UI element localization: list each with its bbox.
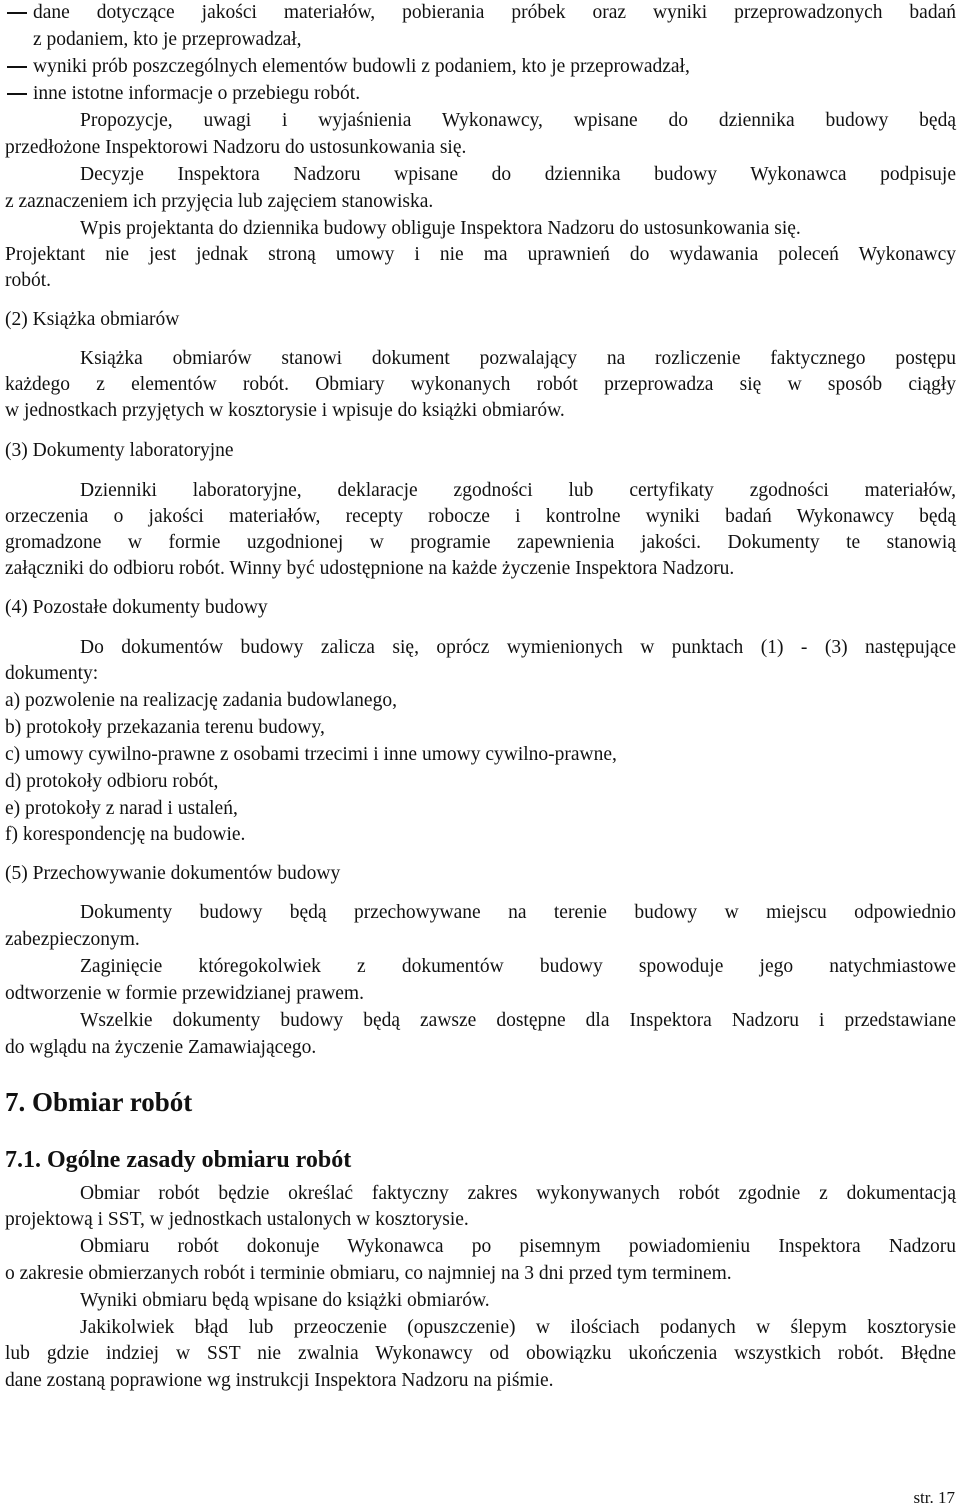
paragraph-line: Wyniki obmiaru będą wpisane do książki obmiarów. — [80, 1290, 490, 1311]
paragraph-line: o zakresie obmierzanych robót i terminie obmiaru, co najmniej na 3 dni przed tym terminem. — [5, 1263, 732, 1284]
paragraph-line: Wszelkie dokumenty budowy będą zawsze dostępne dla Inspektora Nadzoru i przedstawiane — [80, 1010, 956, 1031]
section-heading: (5) Przechowywanie dokumentów budowy — [5, 863, 341, 884]
section-heading: (2) Książka obmiarów — [5, 309, 180, 330]
bullet-line: dane dotyczące jakości materiałów, pobierania próbek oraz wyniki przeprowadzonych badań — [33, 2, 956, 23]
bullet-line: wyniki prób poszczególnych elementów budowli z podaniem, kto je przeprowadzał, — [33, 56, 690, 77]
list-item: c) umowy cywilno-prawne z osobami trzecimi i inne umowy cywilno-prawne, — [5, 744, 617, 765]
dash-icon — [7, 66, 27, 68]
paragraph-line: projektową i SST, w jednostkach ustalonych w kosztorysie. — [5, 1209, 469, 1230]
paragraph-line: Jakikolwiek błąd lub przeoczenie (opuszczenie) w ilościach podanych w ślepym kosztorysie — [80, 1317, 956, 1338]
paragraph-line: Książka obmiarów stanowi dokument pozwalający na rozliczenie faktycznego postępu — [80, 348, 956, 369]
paragraph-line: w jednostkach przyjętych w kosztorysie i wpisuje do książki obmiarów. — [5, 400, 565, 421]
paragraph-line: Do dokumentów budowy zalicza się, oprócz wymienionych w punktach (1) - (3) następujące — [80, 637, 956, 658]
dash-icon — [7, 12, 27, 14]
paragraph-line: każdego z elementów robót. Obmiary wykonanych robót przeprowadza się w sposób ciągły — [5, 374, 956, 395]
dash-icon — [7, 93, 27, 95]
paragraph-line: Obmiaru robót dokonuje Wykonawca po pisemnym powiadomieniu Inspektora Nadzoru — [80, 1236, 956, 1257]
paragraph-line: Propozycje, uwagi i wyjaśnienia Wykonawcy, wpisane do dziennika budowy będą — [80, 110, 956, 131]
paragraph-line: dokumenty: — [5, 663, 99, 684]
paragraph-line: Dzienniki laboratoryjne, deklaracje zgodności lub certyfikaty zgodności materiałów, — [80, 480, 956, 501]
list-item: b) protokoły przekazania terenu budowy, — [5, 717, 325, 738]
paragraph-line: Zaginięcie któregokolwiek z dokumentów budowy spowoduje jego natychmiastowe — [80, 956, 956, 977]
paragraph-line: do wglądu na życzenie Zamawiającego. — [5, 1037, 317, 1058]
paragraph-line: Wpis projektanta do dziennika budowy obliguje Inspektora Nadzoru do ustosunkowania się. — [80, 218, 801, 239]
subchapter-heading: 7.1. Ogólne zasady obmiaru robót — [5, 1147, 352, 1173]
bullet-line: z podaniem, kto je przeprowadzał, — [33, 29, 302, 50]
paragraph-line: załączniki do odbioru robót. Winny być udostępnione na każde życzenie Inspektora Nadzoru. — [5, 558, 735, 579]
paragraph-line: przedłożone Inspektorowi Nadzoru do ustosunkowania się. — [5, 137, 467, 158]
section-heading: (3) Dokumenty laboratoryjne — [5, 440, 234, 461]
section-heading: (4) Pozostałe dokumenty budowy — [5, 597, 268, 618]
list-item: e) protokoły z narad i ustaleń, — [5, 798, 238, 819]
list-item: a) pozwolenie na realizację zadania budowlanego, — [5, 690, 397, 711]
chapter-heading: 7. Obmiar robót — [5, 1087, 193, 1117]
paragraph-line: Obmiar robót będzie określać faktyczny zakres wykonywanych robót zgodnie z dokumentacją — [80, 1183, 956, 1204]
paragraph-line: odtworzenie w formie przewidzianej prawem. — [5, 983, 364, 1004]
paragraph-line: Dokumenty budowy będą przechowywane na terenie budowy w miejscu odpowiednio — [80, 902, 956, 923]
paragraph-line: lub gdzie indziej w SST nie zwalnia Wykonawcy od obowiązku ukończenia wszystkich robót. Błędne — [5, 1343, 956, 1364]
bullet-line: inne istotne informacje o przebiegu robót. — [33, 83, 361, 104]
list-item: f) korespondencję na budowie. — [5, 824, 246, 845]
paragraph-line: gromadzone w formie uzgodnionej w programie zapewnienia jakości. Dokumenty te stanowią — [5, 532, 956, 553]
list-item: d) protokoły odbioru robót, — [5, 771, 219, 792]
paragraph-line: z zaznaczeniem ich przyjęcia lub zajęciem stanowiska. — [5, 191, 434, 212]
paragraph-line: Projektant nie jest jednak stroną umowy i nie ma uprawnień do wydawania poleceń Wykonawcy — [5, 244, 956, 265]
paragraph-line: dane zostaną poprawione wg instrukcji Inspektora Nadzoru na piśmie. — [5, 1370, 554, 1391]
paragraph-line: robót. — [5, 270, 52, 291]
paragraph-line: orzeczenia o jakości materiałów, recepty robocze i kontrolne wyniki badań Wykonawcy będą — [5, 506, 956, 527]
paragraph-line: Decyzje Inspektora Nadzoru wpisane do dziennika budowy Wykonawca podpisuje — [80, 164, 956, 185]
paragraph-line: zabezpieczonym. — [5, 929, 140, 950]
page-number: str. 17 — [913, 1488, 955, 1507]
